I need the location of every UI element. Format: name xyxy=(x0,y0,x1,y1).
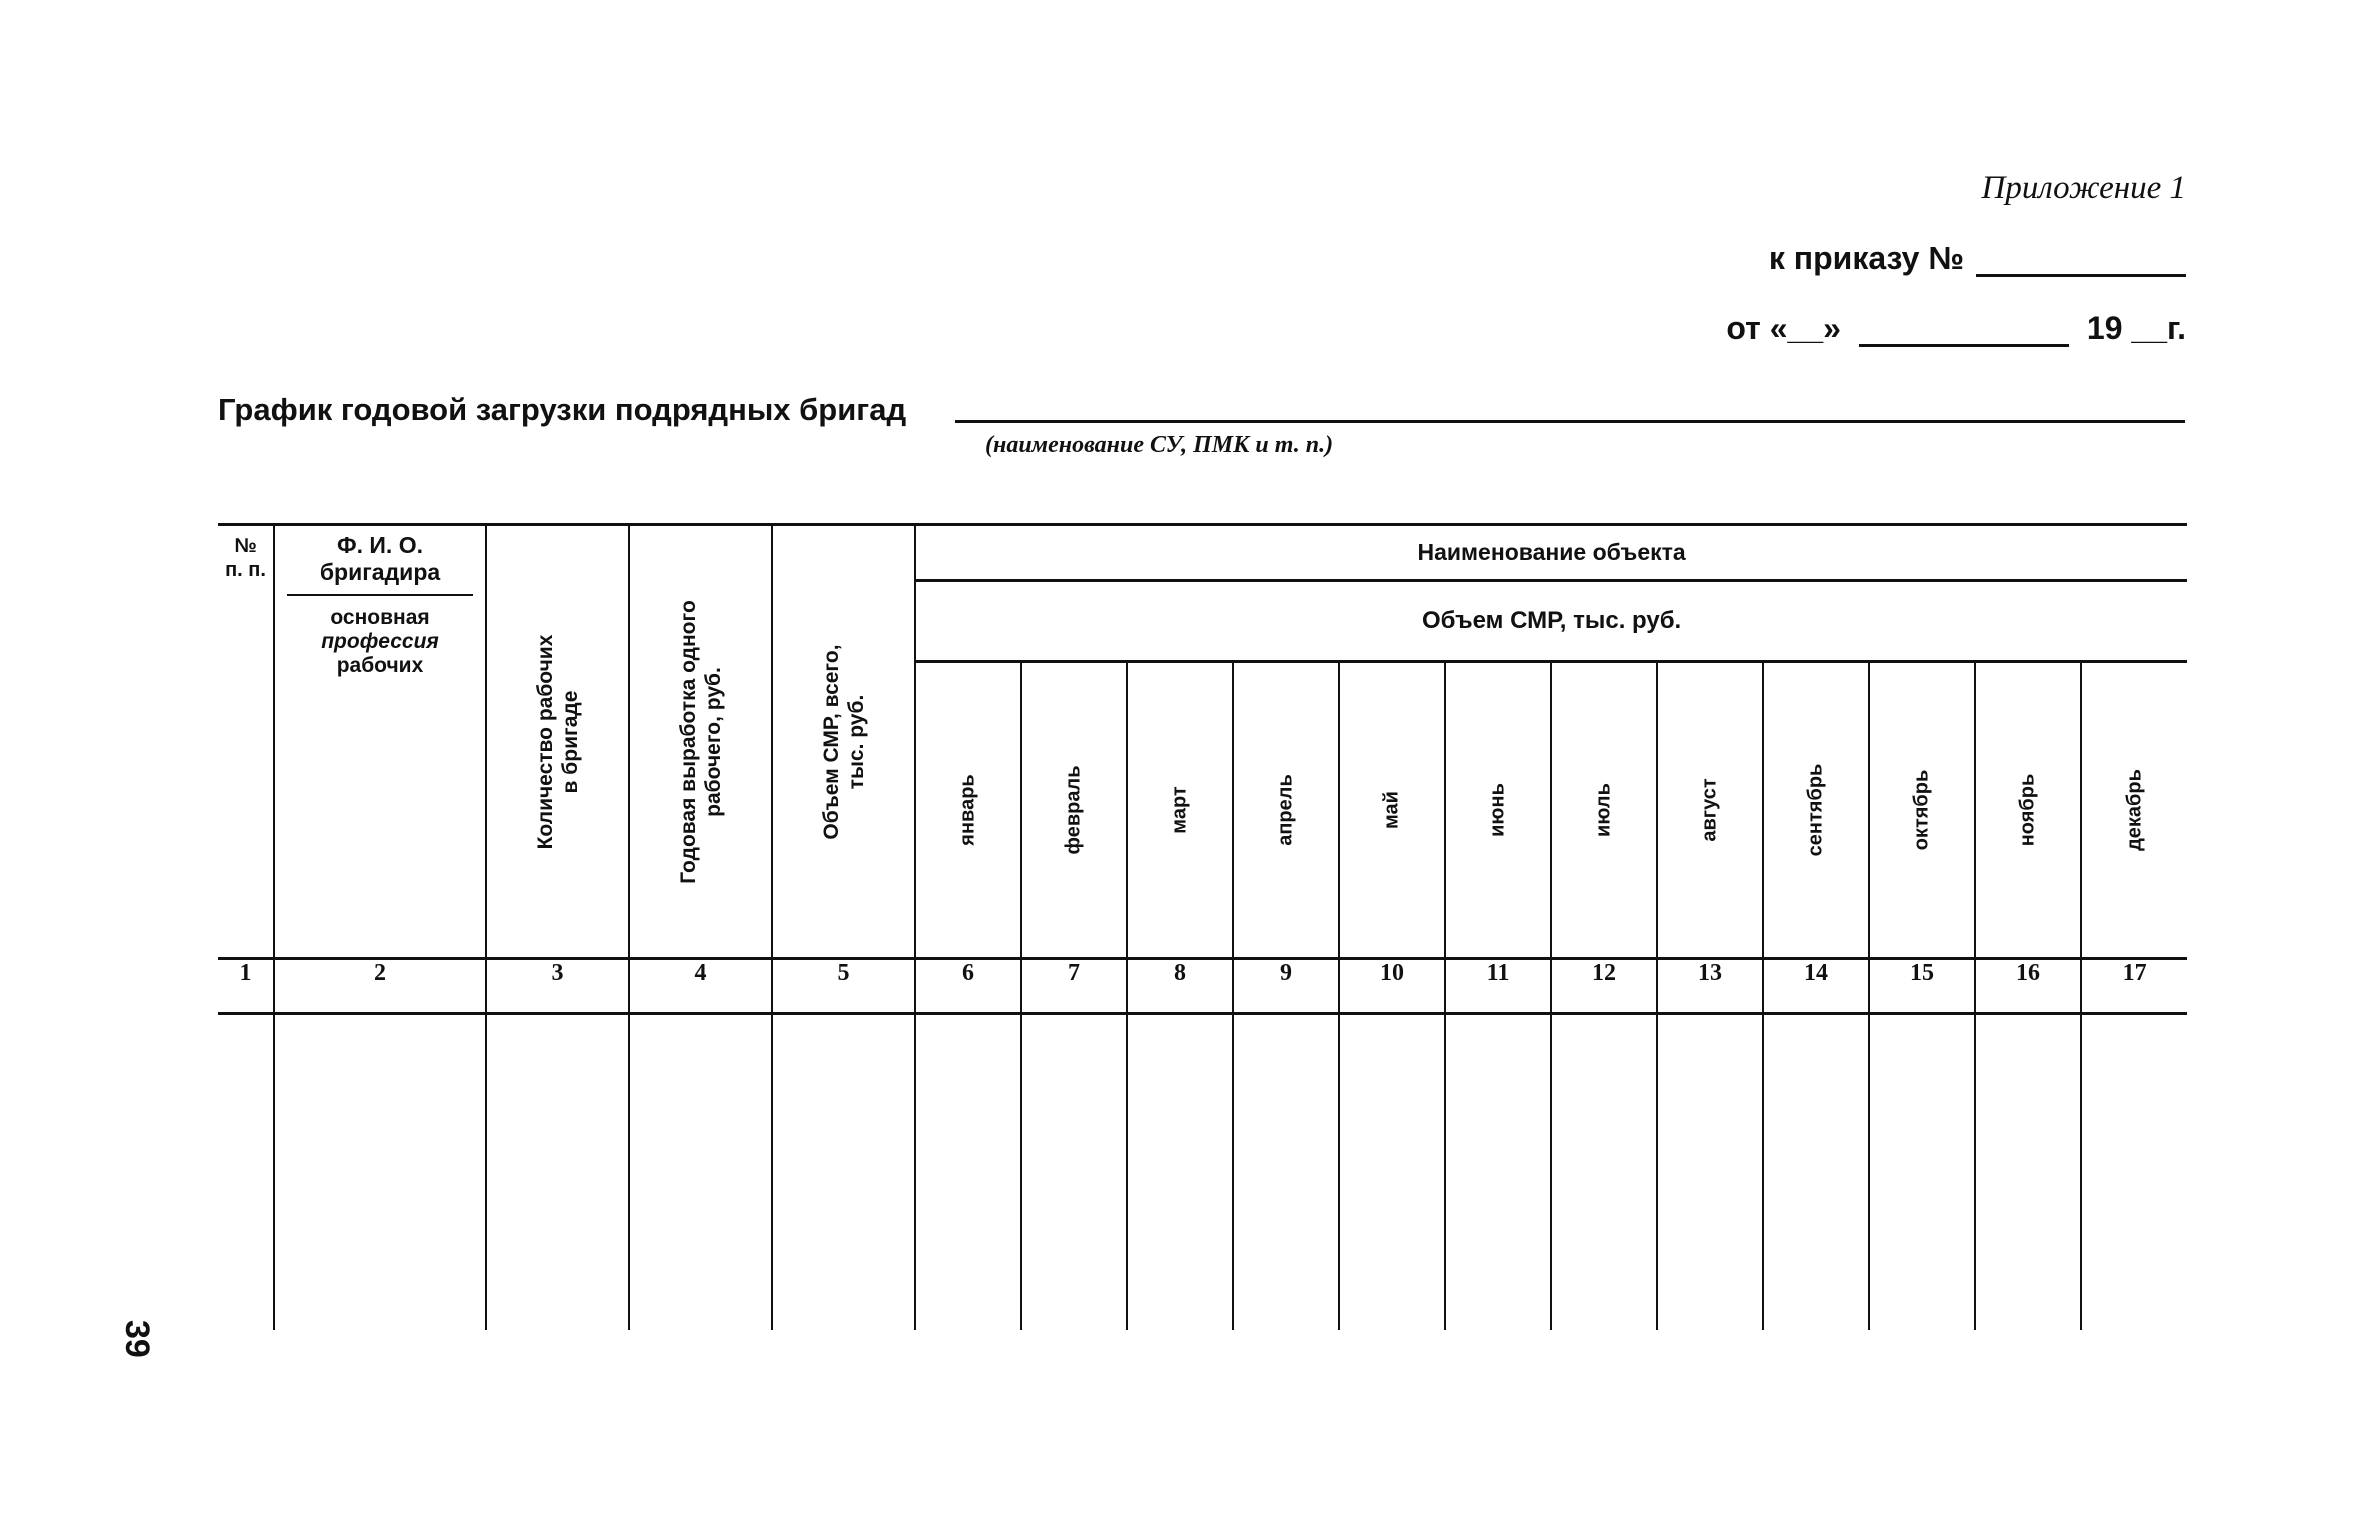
header-total-volume-line1: Объем СМР, всего, xyxy=(819,643,843,840)
empty-cell[interactable] xyxy=(274,1014,486,1331)
column-number-5: 5 xyxy=(772,959,915,1014)
header-profession-line3: рабочих xyxy=(336,654,424,677)
column-number-16: 16 xyxy=(1975,959,2081,1014)
brigade-load-table xyxy=(218,523,2187,1330)
column-number-11: 11 xyxy=(1445,959,1551,1014)
empty-cell[interactable] xyxy=(1445,1014,1551,1331)
month-label: октябрь xyxy=(1910,769,1933,851)
column-number-9: 9 xyxy=(1233,959,1339,1014)
column-number-13: 13 xyxy=(1657,959,1763,1014)
organization-name-blank xyxy=(955,420,2185,423)
header-month-6 xyxy=(1445,662,1551,959)
header-profession-line1: основная xyxy=(330,606,430,629)
column-number-3: 3 xyxy=(486,959,629,1014)
header-worker-count-line1: Количество рабочих xyxy=(533,634,557,849)
empty-cell[interactable] xyxy=(1339,1014,1445,1331)
month-label: сентябрь xyxy=(1804,763,1827,857)
empty-cell[interactable] xyxy=(1551,1014,1657,1331)
empty-cell[interactable] xyxy=(1021,1014,1127,1331)
month-label: ноябрь xyxy=(2016,773,2039,847)
empty-cell[interactable] xyxy=(486,1014,629,1331)
date-prefix: от «__» xyxy=(1726,310,1841,346)
empty-cell[interactable] xyxy=(1127,1014,1233,1331)
empty-cell[interactable] xyxy=(1869,1014,1975,1331)
header-object-volume: Объем СМР, тыс. руб. xyxy=(915,581,2187,662)
header-month-11 xyxy=(1975,662,2081,959)
empty-cell[interactable] xyxy=(1657,1014,1763,1331)
document-title: График годовой загрузки подрядных бригад xyxy=(218,392,907,427)
column-number-10: 10 xyxy=(1339,959,1445,1014)
month-label: март xyxy=(1168,786,1191,834)
empty-cell[interactable] xyxy=(1233,1014,1339,1331)
header-annual-output-line1: Годовая выработка одного xyxy=(676,599,700,884)
page-number: 39 xyxy=(118,1320,156,1358)
header-worker-count-line2: в бригаде xyxy=(558,690,582,793)
header-row-number-line1: № xyxy=(234,535,257,557)
column-number-12: 12 xyxy=(1551,959,1657,1014)
header-month-9 xyxy=(1763,662,1869,959)
month-label: январь xyxy=(956,774,979,846)
order-number-line xyxy=(1769,240,2186,277)
header-month-8 xyxy=(1657,662,1763,959)
column-number-15: 15 xyxy=(1869,959,1975,1014)
empty-cell[interactable] xyxy=(218,1014,274,1331)
empty-cell[interactable] xyxy=(1975,1014,2081,1331)
header-month-3 xyxy=(1127,662,1233,959)
header-foreman-line1: Ф. И. О. xyxy=(336,532,423,558)
column-number-7: 7 xyxy=(1021,959,1127,1014)
month-label: июнь xyxy=(1486,783,1509,837)
header-month-12 xyxy=(2081,662,2187,959)
month-label: август xyxy=(1698,778,1721,842)
column-number-4: 4 xyxy=(629,959,772,1014)
column-number-14: 14 xyxy=(1763,959,1869,1014)
column-number-1: 1 xyxy=(218,959,274,1014)
month-label: декабрь xyxy=(2123,769,2146,851)
header-main-profession xyxy=(275,596,485,678)
header-foreman xyxy=(274,525,486,959)
column-number-8: 8 xyxy=(1127,959,1233,1014)
column-number-2: 2 xyxy=(274,959,486,1014)
header-total-volume-line2: тыс. руб. xyxy=(844,694,868,789)
month-label: июль xyxy=(1592,783,1615,837)
header-worker-count xyxy=(486,525,629,959)
order-date-line xyxy=(1726,310,2186,347)
column-number-17: 17 xyxy=(2081,959,2187,1014)
empty-cell[interactable] xyxy=(2081,1014,2187,1331)
month-label: апрель xyxy=(1274,774,1297,846)
order-prefix: к приказу № xyxy=(1768,240,1964,276)
header-month-4 xyxy=(1233,662,1339,959)
month-label: май xyxy=(1380,791,1403,829)
empty-cell[interactable] xyxy=(629,1014,772,1331)
header-month-7 xyxy=(1551,662,1657,959)
header-month-10 xyxy=(1869,662,1975,959)
header-row-number-line2: п. п. xyxy=(225,559,266,581)
header-foreman-line2: бригадира xyxy=(319,559,441,585)
empty-cell[interactable] xyxy=(772,1014,915,1331)
header-row-number xyxy=(218,525,274,959)
order-number-blank xyxy=(1976,248,2186,277)
header-foreman-name xyxy=(275,526,485,594)
date-month-blank xyxy=(1859,318,2069,347)
column-number-6: 6 xyxy=(915,959,1021,1014)
header-month-2 xyxy=(1021,662,1127,959)
empty-cell[interactable] xyxy=(915,1014,1021,1331)
header-total-volume xyxy=(772,525,915,959)
header-month-5 xyxy=(1339,662,1445,959)
date-year: 19 __г. xyxy=(2086,310,2186,346)
appendix-label: Приложение 1 xyxy=(1981,170,2186,206)
header-profession-line2: профессия xyxy=(321,630,439,653)
header-month-1 xyxy=(915,662,1021,959)
header-annual-output xyxy=(629,525,772,959)
empty-cell[interactable] xyxy=(1763,1014,1869,1331)
month-label: февраль xyxy=(1062,765,1085,855)
header-annual-output-line2: рабочего, руб. xyxy=(701,666,725,817)
organization-name-hint: (наименование СУ, ПМК и т. п.) xyxy=(985,432,1334,458)
header-object-name: Наименование объекта xyxy=(915,525,2187,581)
